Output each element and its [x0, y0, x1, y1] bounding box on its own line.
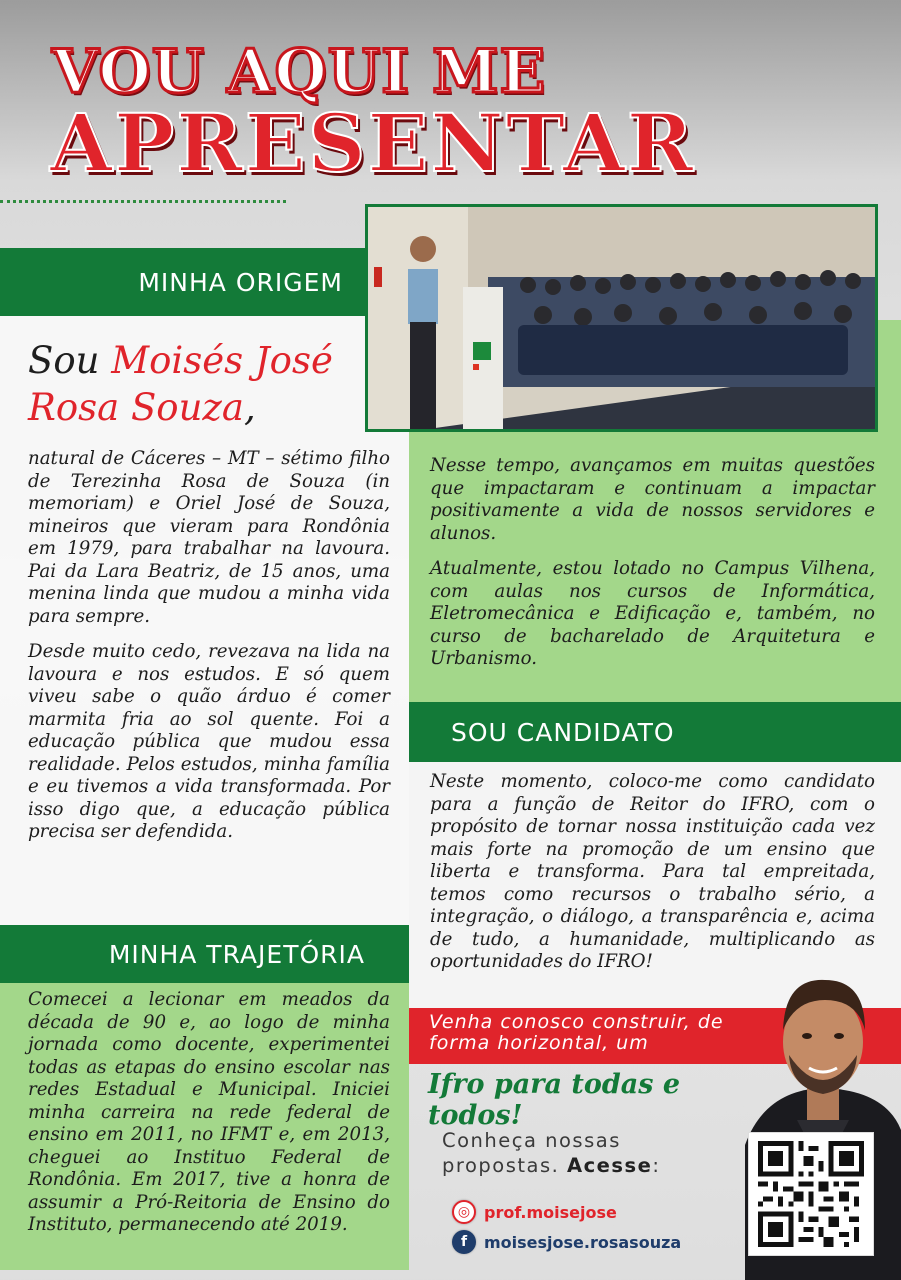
origem-text — [28, 448, 390, 844]
instagram-link[interactable]: ◎ prof.moisejose — [452, 1200, 752, 1224]
slogan: Ifro para todas e todos! — [428, 1069, 681, 1131]
facebook-link[interactable]: f moisesjose.rosasouza — [452, 1230, 752, 1254]
instagram-icon: ◎ — [452, 1200, 476, 1224]
headline-line-2: APRESENTAR — [50, 96, 696, 190]
right-paragraph: Atualmente, estou lotado no Campus Vilhena, com aulas nos cursos de Informática, Eletromecânica e Edificação e, também, no curso de bacharelado de Arquitetura e Urbanismo. — [430, 558, 875, 669]
proposals-text: Conheça nossas propostas. Acesse: — [442, 1129, 661, 1177]
cta-band: Venha conosco construir, de forma horizontal, um — [409, 1008, 901, 1064]
origem-paragraph: natural de Cáceres – MT – sétimo filho de Terezinha Rosa de Souza (in memoriam) e Oriel José de Souza, mineiros que vieram para Rondônia em 1979, para trabalhar na lavoura. Pai da Lara Beatriz, de 15 anos, uma menina linda que mudou a minha vida para sempre. — [28, 448, 390, 627]
right-paragraph: Nesse tempo, avançamos em muitas questões que impactaram e continuam a impactar positivamente a vida de nossos servidores e alunos. — [430, 455, 875, 544]
section-heading-origem: MINHA ORIGEM — [0, 248, 365, 316]
section-heading-trajetoria: MINHA TRAJETÓRIA — [0, 925, 409, 983]
candidato-text: Neste momento, coloco-me como candidato para a função de Reitor do IFRO, com o propósito de tornar nossa instituição cada vez mais forte na promoção de um ensino que liberta e transforma. Para tal empreitada, temos como recursos o trabalho sério, a integração, o diálogo, a transparência e, acima de tudo, a humanidade, multiplicando as oportunidades do IFRO! — [430, 771, 875, 972]
right-text — [430, 455, 875, 671]
lecture-photo — [365, 204, 878, 432]
facebook-icon: f — [452, 1230, 476, 1254]
section-heading-candidato: SOU CANDIDATO — [409, 702, 901, 762]
dotted-divider — [0, 200, 286, 203]
candidate-name: Moisés José Rosa Souza — [28, 339, 333, 429]
intro-heading: Sou Moisés José Rosa Souza, — [28, 339, 333, 429]
acesse-label: Acesse — [567, 1154, 653, 1177]
trajetoria-text: Comecei a lecionar em meados da década de 90 e, ao logo de minha jornada como docente, experimentei todas as etapas do ensino escolar nas redes Estadual e Municipal. Iniciei minha carreira na rede federal de ensino em 2011, no IFMT e, em 2013, cheguei ao Instituo Federal de Rondônia. Em 2017, tive a honra de assumir a Pró-Reitoria de Ensino do Instituto, permanecendo até 2019. — [28, 989, 390, 1235]
origem-paragraph: Desde muito cedo, revezava na lida na lavoura e nos estudos. E só quem viveu sabe o quão árduo é comer marmita fria ao sol quente. Foi a educação pública que mudou essa realidade. Pelos estudos, minha família e eu tivemos a vida transformada. Por isso digo que, a educação pública precisa ser defendida. — [28, 641, 390, 842]
qr-code[interactable] — [748, 1132, 874, 1256]
headline-line-1: VOU AQUI ME — [52, 37, 547, 107]
